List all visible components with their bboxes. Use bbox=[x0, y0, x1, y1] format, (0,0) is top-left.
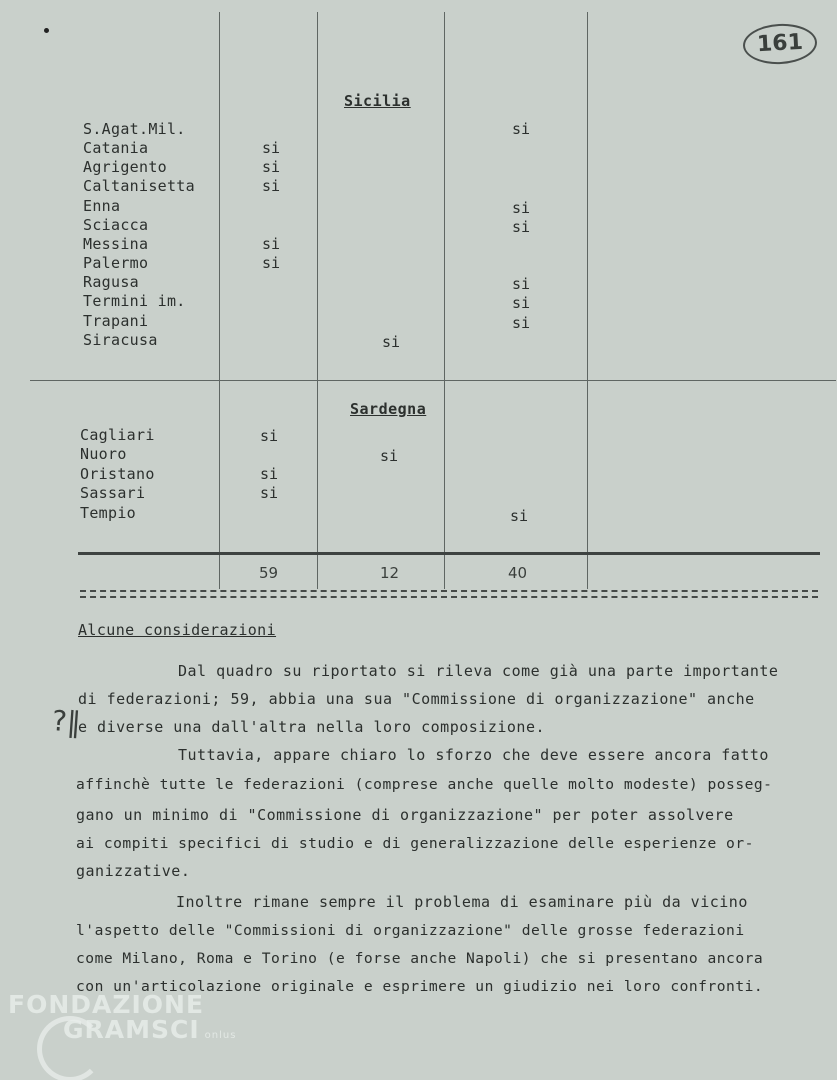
table-cell: si bbox=[262, 254, 281, 272]
region-heading-sardegna: Sardegna bbox=[350, 400, 427, 418]
city-label: Trapani bbox=[83, 312, 149, 330]
city-label: Sassari bbox=[80, 484, 146, 502]
table-divider bbox=[219, 12, 220, 589]
table-cell: si bbox=[260, 427, 279, 445]
city-label: Messina bbox=[83, 235, 149, 253]
total-col1: 59 bbox=[259, 564, 279, 582]
paragraph-line: Tuttavia, appare chiaro lo sforzo che deve essere ancora fatto bbox=[178, 746, 769, 764]
watermark-line2 bbox=[63, 1015, 236, 1044]
totals-separator bbox=[78, 552, 820, 555]
table-cell: si bbox=[262, 235, 281, 253]
paragraph-line: Inoltre rimane sempre il problema di esaminare più da vicino bbox=[176, 893, 748, 911]
city-label: Catania bbox=[83, 139, 149, 157]
table-cell: si bbox=[260, 484, 279, 502]
table-divider bbox=[444, 12, 445, 589]
paragraph-line: ganizzative. bbox=[76, 862, 191, 880]
folio-number: 161 bbox=[742, 22, 818, 66]
paragraph-line: e diverse una dall'altra nella loro composizione. bbox=[78, 718, 546, 736]
table-cell: si bbox=[510, 507, 529, 525]
handwritten-margin-mark: ?‖ bbox=[50, 704, 82, 739]
table-cell: si bbox=[380, 447, 399, 465]
city-label: Agrigento bbox=[83, 158, 167, 176]
double-rule bbox=[80, 590, 818, 598]
city-label: Nuoro bbox=[80, 445, 127, 463]
city-label: Ragusa bbox=[83, 273, 139, 291]
paragraph-line: ai compiti specifici di studio e di generalizzazione delle esperienze or- bbox=[76, 835, 754, 852]
city-label: Cagliari bbox=[80, 426, 155, 444]
paragraph-line: come Milano, Roma e Torino (e forse anche Napoli) che si presentano ancora bbox=[76, 950, 764, 967]
table-divider bbox=[317, 12, 318, 589]
table-cell: si bbox=[512, 275, 531, 293]
region-separator bbox=[30, 380, 836, 381]
watermark-line2-text: GRAMSCI bbox=[63, 1015, 200, 1044]
paragraph-line: con un'articolazione originale e esprimere un giudizio nei loro confronti. bbox=[76, 978, 764, 995]
total-col3: 40 bbox=[508, 564, 528, 582]
table-cell: si bbox=[512, 314, 531, 332]
region-heading-sicilia: Sicilia bbox=[344, 92, 411, 110]
table-cell: si bbox=[262, 158, 281, 176]
table-cell: si bbox=[512, 120, 531, 138]
ink-dot bbox=[44, 28, 49, 33]
watermark-line3: onlus bbox=[204, 1030, 237, 1041]
city-label: Tempio bbox=[80, 504, 136, 522]
watermark bbox=[8, 990, 236, 1044]
city-label: Siracusa bbox=[83, 331, 158, 349]
paragraph-line: Dal quadro su riportato si rileva come già una parte importante bbox=[178, 662, 779, 680]
city-label: Caltanisetta bbox=[83, 177, 195, 195]
total-col2: 12 bbox=[380, 564, 400, 582]
city-label: Enna bbox=[83, 197, 121, 215]
paragraph-line: l'aspetto delle "Commissioni di organizzazione" delle grosse federazioni bbox=[76, 922, 745, 939]
city-label: Sciacca bbox=[83, 216, 149, 234]
table-cell: si bbox=[262, 139, 281, 157]
paragraph-line: di federazioni; 59, abbia una sua "Commissione di organizzazione" anche bbox=[78, 690, 755, 708]
table-cell: si bbox=[382, 333, 401, 351]
city-label: Palermo bbox=[83, 254, 149, 272]
section-title: Alcune considerazioni bbox=[78, 621, 277, 639]
table-cell: si bbox=[512, 218, 531, 236]
city-label: Oristano bbox=[80, 465, 155, 483]
table-divider bbox=[587, 12, 588, 589]
table-cell: si bbox=[512, 294, 531, 312]
table-cell: si bbox=[512, 199, 531, 217]
paragraph-line: affinchè tutte le federazioni (comprese anche quelle molto modeste) posseg- bbox=[76, 776, 773, 793]
table-cell: si bbox=[262, 177, 281, 195]
watermark-line1: FONDAZIONE bbox=[8, 990, 205, 1019]
paragraph-line: gano un minimo di "Commissione di organizzazione" per poter assolvere bbox=[76, 806, 734, 824]
table-cell: si bbox=[260, 465, 279, 483]
city-label: S.Agat.Mil. bbox=[83, 120, 186, 138]
city-label: Termini im. bbox=[83, 292, 186, 310]
